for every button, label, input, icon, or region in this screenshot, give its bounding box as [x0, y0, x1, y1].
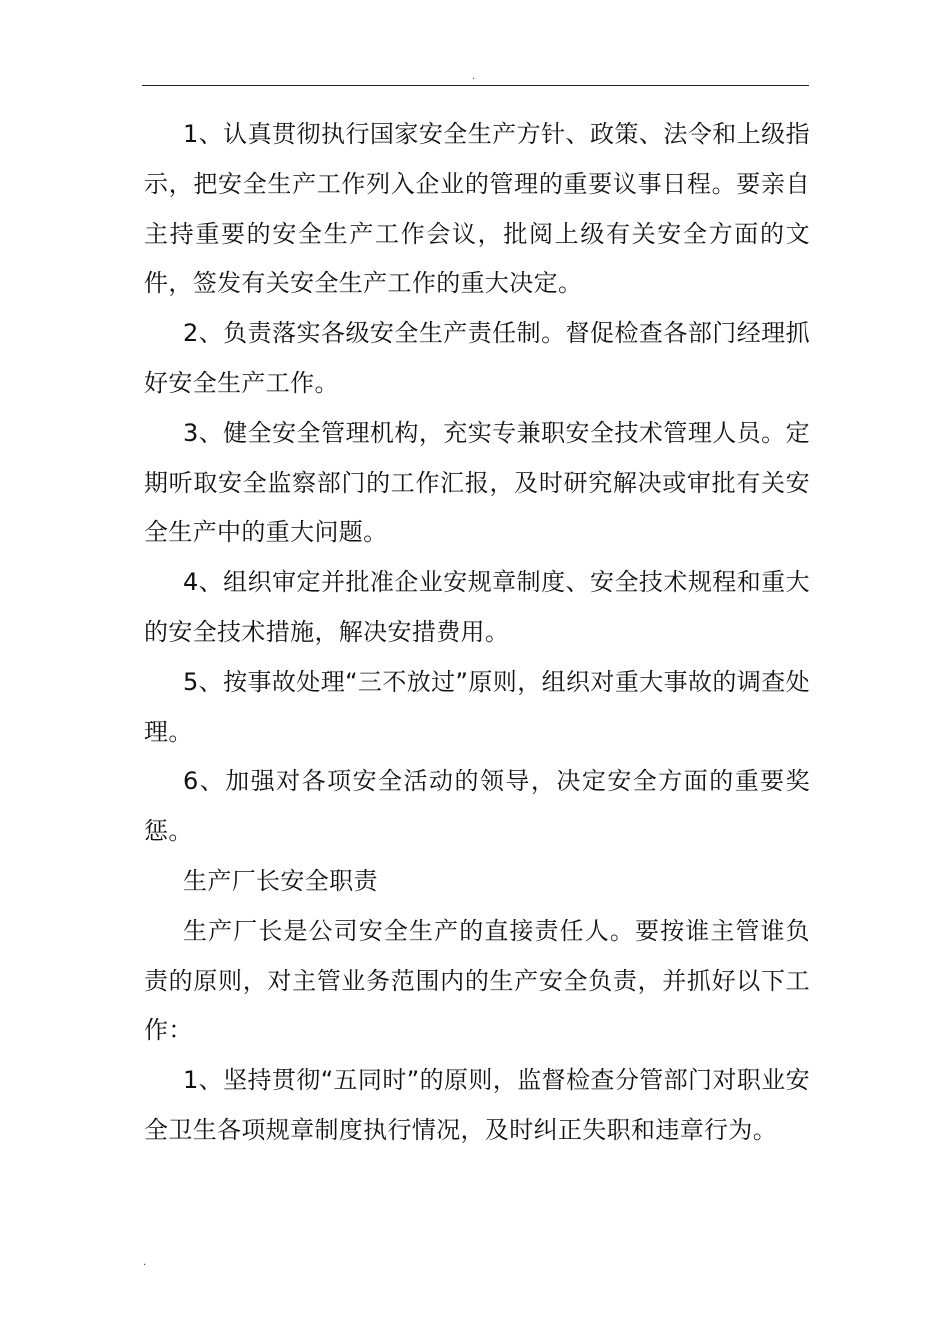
paragraph-duty-5: 5、按事故处理“三不放过”原则，组织对重大事故的调查处理。 [144, 667, 810, 746]
paragraph-section-duty-1: 1、坚持贯彻“五同时”的原则，监督检查分管部门对职业安全卫生各项规章制度执行情况，及时纠正失职和违章行为。 [144, 1066, 810, 1144]
paragraph-section-intro: 生产厂长是公司安全生产的直接责任人。要按谁主管谁负责的原则，对主管业务范围内的生产安全负责，并抓好以下工作： [144, 916, 810, 1045]
section-heading: 生产厂长安全职责 [183, 866, 378, 895]
paragraph-duty-1: 1、认真贯彻执行国家安全生产方针、政策、法令和上级指示，把安全生产工作列入企业的管理的重要议事日程。要亲自主持重要的安全生产工作会议，批阅上级有关安全方面的文件，签发有关安全生产工作的重大决定。 [144, 120, 810, 298]
paragraph-duty-2: 2、负责落实各级安全生产责任制。督促检查各部门经理抓好安全生产工作。 [144, 319, 810, 397]
paragraph-duty-6: 6、加强对各项安全活动的领导，决定安全方面的重要奖惩。 [144, 767, 810, 846]
header-mark: . [472, 71, 476, 82]
header-rule [142, 85, 809, 86]
paragraph-duty-3: 3、健全安全管理机构，充实专兼职安全技术管理人员。定期听取安全监察部门的工作汇报，及时研究解决或审批有关安全生产中的重大问题。 [144, 418, 810, 547]
document-body [144, 110, 810, 1156]
paragraph-duty-4: 4、组织审定并批准企业安规章制度、安全技术规程和重大的安全技术措施，解决安措费用。 [144, 568, 810, 646]
footer-mark: . [143, 1257, 147, 1268]
